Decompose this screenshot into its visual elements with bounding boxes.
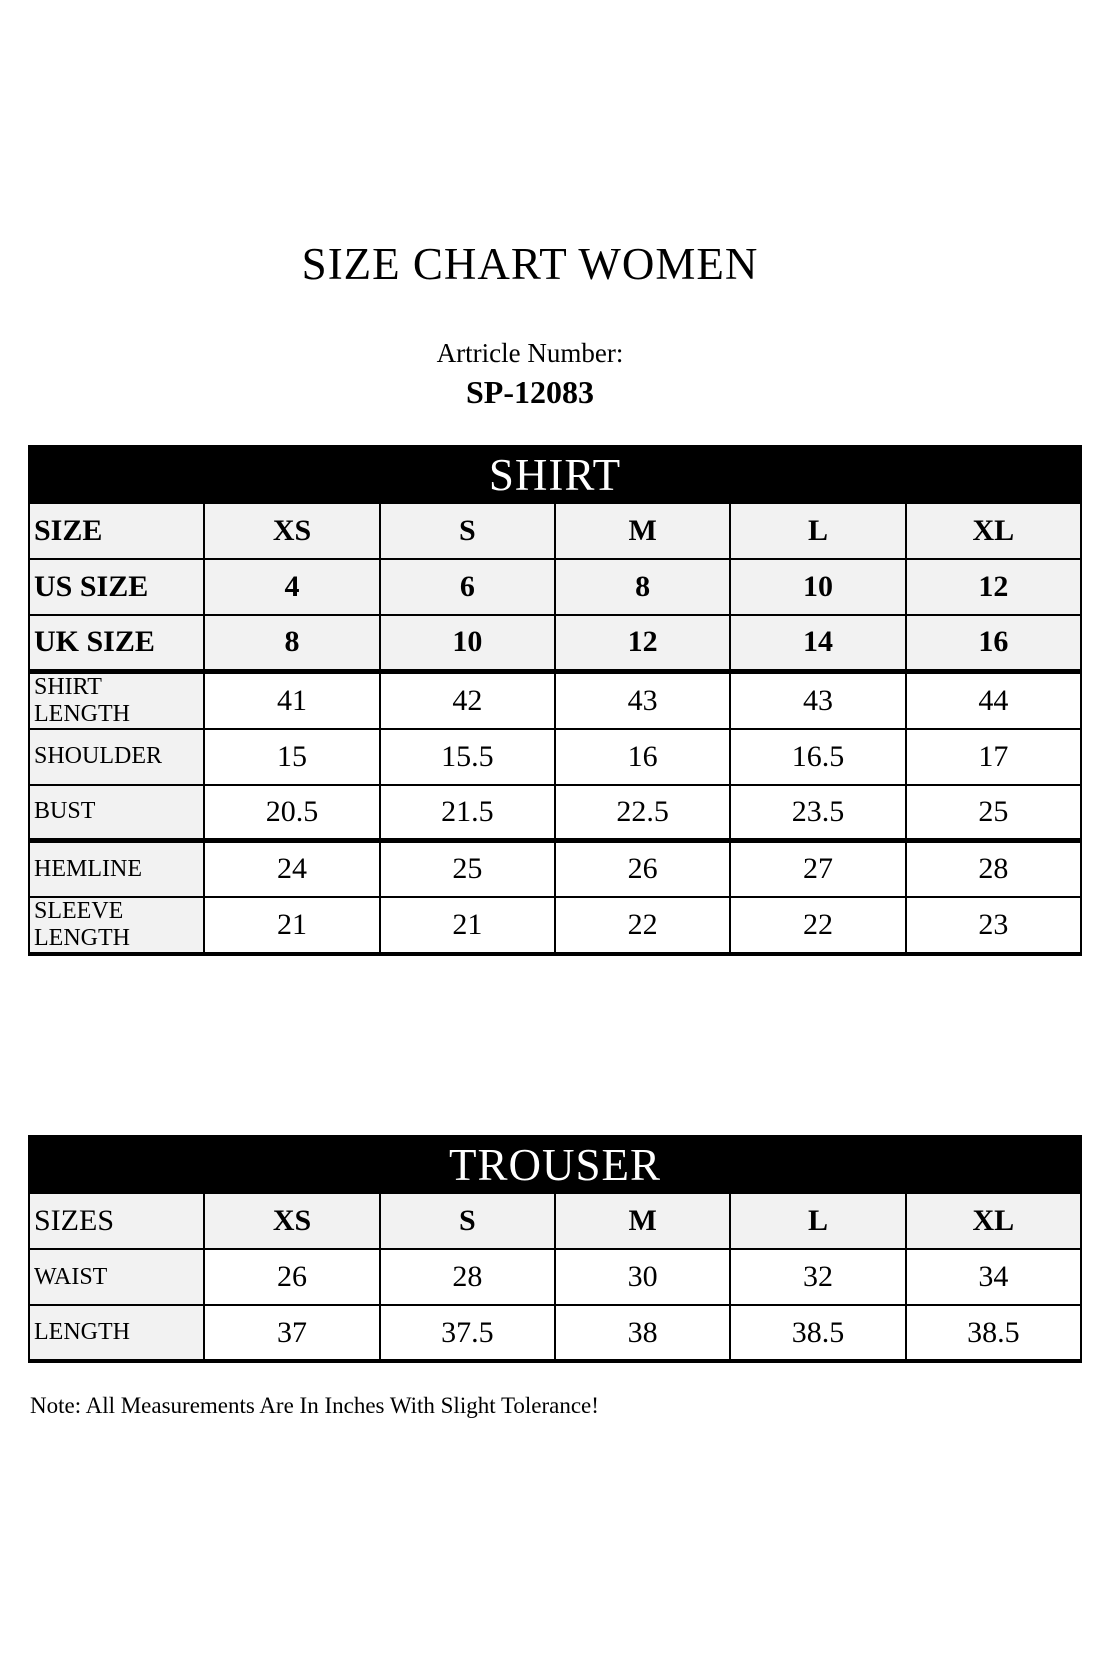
size-value-cell: M [555,1193,730,1249]
trouser-table-title: TROUSER [29,1136,1081,1193]
size-value-cell: XL [906,503,1081,559]
table-row [29,1193,1081,1249]
measurement-value-cell: 26 [204,1249,379,1305]
size-value-cell: S [380,1193,555,1249]
trouser-table-title-row [29,1136,1081,1193]
measurement-value-cell: 21 [380,897,555,954]
measurement-value-cell: 41 [204,671,379,729]
size-value-cell: L [730,1193,905,1249]
trouser-size-table [28,1135,1082,1363]
measurement-value-cell: 25 [906,785,1081,841]
row-label: SLEEVE LENGTH [29,897,204,954]
measurement-value-cell: 32 [730,1249,905,1305]
measurement-value-cell: 43 [730,671,905,729]
size-value-cell: 10 [380,615,555,671]
size-value-cell: L [730,503,905,559]
measurement-value-cell: 21.5 [380,785,555,841]
table-row [29,615,1081,671]
table-row [29,503,1081,559]
measurement-value-cell: 24 [204,841,379,897]
measurement-value-cell: 27 [730,841,905,897]
size-value-cell: S [380,503,555,559]
measurement-value-cell: 15.5 [380,729,555,785]
row-label: SHOULDER [29,729,204,785]
measurement-value-cell: 17 [906,729,1081,785]
table-row [29,841,1081,897]
table-row [29,1305,1081,1361]
table-row [29,897,1081,954]
shirt-table-title: SHIRT [29,446,1081,503]
size-value-cell: 4 [204,559,379,615]
row-label: US SIZE [29,559,204,615]
article-number-label: Artricle Number: [436,338,624,368]
size-value-cell: 6 [380,559,555,615]
size-value-cell: 8 [204,615,379,671]
measurement-value-cell: 38.5 [906,1305,1081,1361]
measurement-value-cell: 37.5 [380,1305,555,1361]
measurement-value-cell: 43 [555,671,730,729]
row-label: SIZE [29,503,204,559]
measurement-value-cell: 25 [380,841,555,897]
measurement-value-cell: 28 [906,841,1081,897]
row-label: UK SIZE [29,615,204,671]
table-row [29,785,1081,841]
measurement-value-cell: 38.5 [730,1305,905,1361]
measurement-value-cell: 21 [204,897,379,954]
row-label: SIZES [29,1193,204,1249]
measurement-value-cell: 38 [555,1305,730,1361]
measurement-value-cell: 16 [555,729,730,785]
measurement-value-cell: 44 [906,671,1081,729]
measurement-value-cell: 22.5 [555,785,730,841]
row-label: SHIRT LENGTH [29,671,204,729]
size-value-cell: 14 [730,615,905,671]
measurement-value-cell: 42 [380,671,555,729]
page-title: SIZE CHART WOMEN [301,239,759,289]
table-row [29,559,1081,615]
table-row [29,671,1081,729]
measurement-value-cell: 20.5 [204,785,379,841]
size-value-cell: XS [204,503,379,559]
size-value-cell: 16 [906,615,1081,671]
table-row [29,1249,1081,1305]
measurements-note: Note: All Measurements Are In Inches With Slight Tolerance! [30,1393,599,1418]
measurement-value-cell: 22 [730,897,905,954]
size-value-cell: 10 [730,559,905,615]
row-label: LENGTH [29,1305,204,1361]
measurement-value-cell: 16.5 [730,729,905,785]
size-value-cell: XS [204,1193,379,1249]
measurement-value-cell: 26 [555,841,730,897]
row-label: WAIST [29,1249,204,1305]
size-value-cell: M [555,503,730,559]
row-label: HEMLINE [29,841,204,897]
size-value-cell: XL [906,1193,1081,1249]
shirt-size-table [28,445,1082,956]
measurement-value-cell: 34 [906,1249,1081,1305]
row-label: BUST [29,785,204,841]
measurement-value-cell: 28 [380,1249,555,1305]
shirt-table-title-row [29,446,1081,503]
size-value-cell: 12 [906,559,1081,615]
size-value-cell: 12 [555,615,730,671]
size-value-cell: 8 [555,559,730,615]
measurement-value-cell: 15 [204,729,379,785]
article-number-value: SP-12083 [466,374,594,410]
measurement-value-cell: 37 [204,1305,379,1361]
measurement-value-cell: 22 [555,897,730,954]
measurement-value-cell: 23.5 [730,785,905,841]
table-row [29,729,1081,785]
measurement-value-cell: 30 [555,1249,730,1305]
measurement-value-cell: 23 [906,897,1081,954]
